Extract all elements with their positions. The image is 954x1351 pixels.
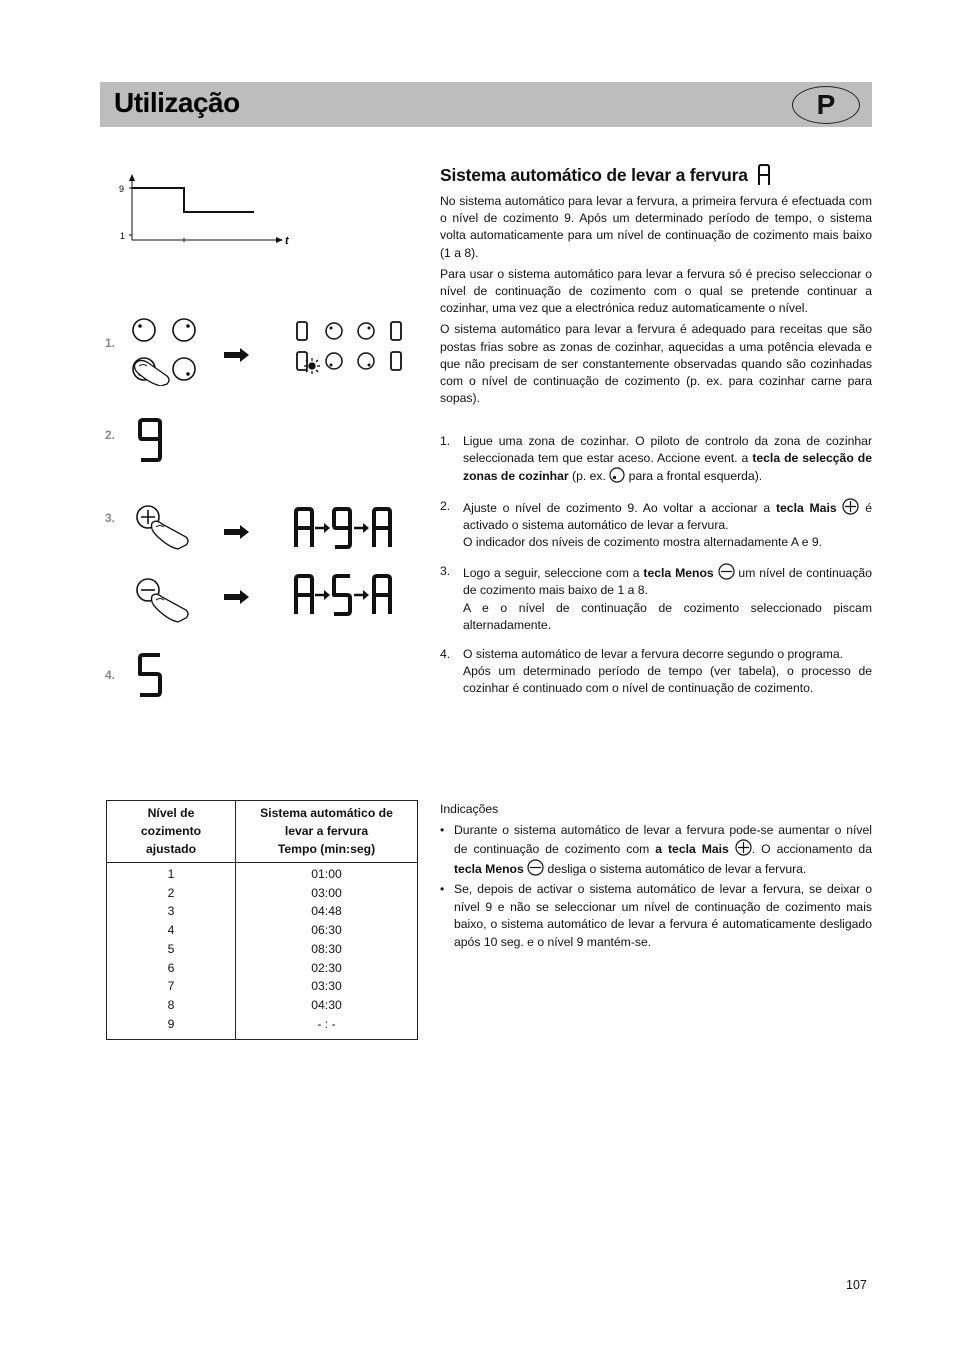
display-digit-5 <box>136 652 164 698</box>
step1-zone-keys-illustration <box>125 314 205 386</box>
intro-paragraph-2: Para usar o sistema automático para levar a fervura só é preciso seleccionar o nível de continuação de cozimento com o qual se pretende continuar a cozinhar, uma vez que a electrónica reduz automaticamente o nível. <box>440 266 872 316</box>
figure-label-1: 1. <box>105 336 116 350</box>
plus-key-finger-illustration <box>134 503 194 551</box>
step-number: 4. <box>440 647 451 662</box>
step-number: 3. <box>440 564 451 579</box>
arrow-right-icon <box>224 589 250 605</box>
section-title-text: Sistema automático de levar a fervura <box>440 164 748 185</box>
boil-time-table <box>106 800 418 1040</box>
steps-list <box>440 433 872 707</box>
header-bar <box>100 82 872 127</box>
step-number: 2. <box>440 498 451 513</box>
minus-key-icon <box>527 859 544 876</box>
section-title <box>440 163 772 187</box>
graph-x-label: t <box>285 235 289 247</box>
segment-A-icon <box>756 163 772 187</box>
zone-select-key-icon <box>609 467 625 483</box>
step-1: 1. Ligue uma zona de cozinhar. O piloto de controlo da zona de cozinhar seleccionada tem que estar aceso. Accione event. a tecla de selecção de zonas de cozinhar (p. ex. para a frontal esquerda). <box>440 433 872 486</box>
figure-label-4: 4. <box>105 668 116 682</box>
display-sequence-A-5-A <box>292 573 412 617</box>
graph-y-top-label: 9 <box>119 184 125 194</box>
level-column: 1 2 3 4 5 6 7 8 9 <box>107 863 236 1040</box>
table-row <box>107 863 418 1040</box>
step1-display-panel <box>292 318 412 378</box>
plus-key-icon <box>842 498 859 515</box>
minus-key-icon <box>718 563 735 580</box>
minus-key-finger-illustration <box>134 576 194 624</box>
step-2: 2. Ajuste o nível de cozimento 9. Ao voltar a accionar a tecla Mais é activado o sistema automático de levar a fervura. O indicador dos níveis de cozimento mostra alternadamente A e 9. <box>440 498 872 552</box>
table-header-time: Sistema automático de levar a fervura Tempo (min:seg) <box>236 801 418 863</box>
notes-section <box>440 801 872 951</box>
notes-title: Indicações <box>440 802 499 816</box>
step-number: 1. <box>440 434 451 448</box>
intro-text <box>440 193 872 411</box>
page-title: Utilização <box>114 87 240 118</box>
step-4: 4. O sistema automático de levar a fervura decorre segundo o programa. Após um determinado período de tempo (ver tabela), o processo de cozinhar é continuado com o nível de continuação de cozimento. <box>440 646 872 698</box>
note-item-1: • Durante o sistema automático de levar a fervura pode-se aumentar o nível de continuação de cozimento com a tecla Mais . O accionamento da tecla Menos desliga o sistema automático de levar a fervura. <box>440 822 872 876</box>
intro-paragraph-1: No sistema automático para levar a fervura, a primeira fervura é efectuada com o nível de cozimento 9. Após um determinado período de tempo, o sistema volta automaticamente para um nível de continuação de cozimento mais baixo (1 a 8). <box>440 194 872 260</box>
note-item-2: • Se, depois de activar o sistema automático de levar a fervura, se deixar o nível 9 e não se seleccionar um nível de continuação de cozimento mais baixo, o sistema automático de levar a fervura é automaticamente desligado após 10 seg. e o nível 9 mantém-se. <box>440 882 872 949</box>
display-digit-9 <box>136 417 164 463</box>
figure-label-2: 2. <box>105 428 116 442</box>
arrow-right-icon <box>224 524 250 540</box>
page-number: 107 <box>846 1278 867 1292</box>
language-badge: P <box>792 86 860 124</box>
power-level-graph <box>114 172 294 252</box>
table-header-row <box>107 801 418 863</box>
graph-y-bottom-label: 1 <box>120 231 126 241</box>
intro-paragraph-3: O sistema automático para levar a fervura é adequado para receitas que são postas frias sobre as zonas de cozinhar, aquecidas a uma potência elevada e que não precisam de ser constantemente observadas quando são cozinhadas com o nível de continuação de cozimento (p. ex. para cozinhar carne para sopas). <box>440 322 872 406</box>
step-3: 3. Logo a seguir, seleccione com a tecla Menos um nível de continuação de cozimento mais baixo de 1 a 8. A e o nível de continuação de cozimento seleccionado piscam alternadamente. <box>440 563 872 634</box>
figure-label-3: 3. <box>105 511 116 525</box>
display-sequence-A-9-A <box>292 506 412 550</box>
plus-key-icon <box>735 839 752 856</box>
arrow-right-icon <box>224 347 250 363</box>
time-column: 01:00 03:00 04:48 06:30 08:30 02:30 03:30 04:30 - : - <box>236 863 418 1040</box>
blinking-indicator-icon <box>304 358 320 374</box>
finger-icon <box>135 360 170 386</box>
table-header-level: Nível de cozimento ajustado <box>107 801 236 863</box>
